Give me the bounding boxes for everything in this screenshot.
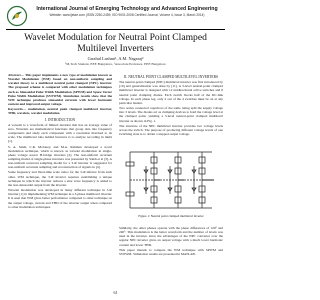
section-1-heading: I. INTRODUCTION [44, 117, 76, 122]
section-2-paragraph-1: The neutral-point clamped (NPC) multilevel inverter was first introduced by [10] and generalization was done by [11]. A 3-level neutral-point clamped multilevel inverter is designed with 12 unidirectional active switches and 6 neutral point clamping diodes. Each switch blocks half of the DC-link voltage. In each phase leg, only 2 out of the 4 switches must be on at any particular instant. [119, 80, 223, 105]
page-number: 61 [113, 290, 118, 295]
section-2-paragraph-2: Two series connected capacitors of the same rating split the supply voltage into 3 levels. The diodes act as clamping devices to hold the voltage level at the clamped point, yielding a 3-level neutral-point clamped multilevel inverter as shown in Fig. 1. [119, 106, 223, 123]
section-2-paragraph-4: Similarly, the other phases operate with the phase differences of 120° and 240°. This modulation is the better waveform and the number of levels was used in the inverter, since the advantages of the NPC converter over the regular NPC inverter gives an output voltage with a much lower harmonic content and lower THD. [119, 226, 223, 247]
section-2-paragraph-5: This paper intends to compare the WM technique with SPWM and SVPWM. Simulation results are presented in MATLAB. [119, 247, 223, 256]
journal-meta: Website: www.ijetae.com (ISSN 2250-2459, ISO 9001:2008 Certified Journal, Volume 4, Issue 3, March 2014) [49, 13, 205, 17]
keywords [8, 107, 112, 115]
right-column-top [119, 73, 223, 137]
paper-authors: Grrahul Lushmi¹, A.M. Nagaraj² [87, 56, 144, 61]
header-divider [6, 29, 225, 30]
paper-title: Wavelet Modulation for Neutral Point Clamped Multilevel Inverters [24, 32, 207, 54]
journal-name: International Journal of Emerging Technology and Advanced Engineering [36, 6, 218, 12]
section-2-paragraph-3: The structure of the NPC multilevel inverter provides two voltage levels across the switch. The purpose of producing different voltage levels of one switching state is to obtain a stepped output voltage. [119, 123, 223, 137]
section-1-paragraph-1: A wavelet is a waveform of limited duration that has an average value of zero. Wavelets are mathematical functions that group data into frequency components and study each component with a resolution matched to its scale. The multilevel idea behind inverters is to analyze recording in multi [1]. [8, 122, 112, 144]
section-1-paragraph-3: Some frequency and fixed-time scale ratios for the 3-Φ inferior from such other. WM technique, the 3-Φ inverter requires establishing a unique technique in which the inverter reduces a sine wave frequency is added to the non-sinusoidal output from the inverter. [8, 170, 112, 187]
left-column [8, 73, 112, 210]
keywords-text: modulation, neutral point clamped multilevel inverter, THD, wavelets, wavelet modulation. [8, 107, 112, 116]
npc-inverter-circuit-diagram [124, 148, 218, 212]
paper-affiliation: ¹M.Tech Student, EEE Bangalore, ²Associate Professor, EEE Bangalore [65, 62, 166, 66]
section-1-paragraph-4: Wavelet modulation was developed in many different technique in 3-Φ inverter [1] in implementing WM technique in a 3-phase multilevel inverter. It is seen that WM gives better performance compared to other technique on the output voltage, current and THD of the inverter output when compared to other modulation techniques. [8, 188, 112, 209]
abstract-text: This paper implements a new type of modulation known as Wavelet Modulation (WM) based on non-uniform sampling and wavelet theory to a multilevel neutral point clamped (NPC) inverter. The proposed scheme is compared with other modulation techniques such as Sinusoidal Pulse Width Modulation (SPWM) and Space Vector Pulse Width Modulation (SVPWM). Simulation results show that the WM technique produces sinusoidal currents with lower harmonic content and improved output voltage. [8, 73, 112, 107]
abstract [8, 73, 112, 106]
right-column-bottom [119, 226, 223, 257]
section-1-paragraph-2: S. A. Saleh, C.R. Moloney, and M.A. Rahman developed a novel modulation technique, which is known as wavelet modulation in single-phase voltage source H-bridge inverters [2]. The non-uniform recurrent sampling model of single-phase inverters was presented by Saleh et al [3]. A non-uniform recurrent sampling model for a 3-Φ inverter is suggested for non-uniform recurrent sampling and reconstruction of signals in [4]. [8, 144, 112, 170]
keywords-label: Keywords— [8, 107, 27, 112]
journal-logo-icon [6, 5, 28, 27]
section-2-heading: II. NEUTRAL POINT CLAMPED MULTILEVEL INVERTERS [124, 75, 218, 79]
abstract-label: Abstract— [8, 73, 25, 77]
figure-1-caption: Figure 1: Neutral point clamped multilevel inverter [138, 214, 204, 218]
